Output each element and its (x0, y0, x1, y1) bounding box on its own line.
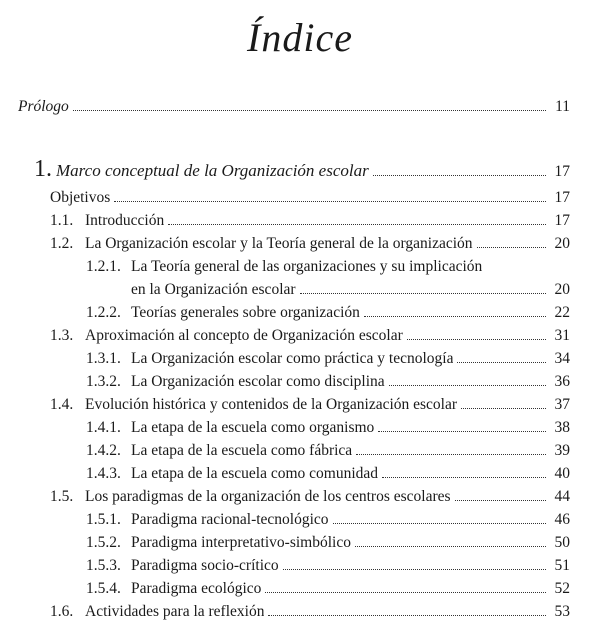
toc-entry-label: Evolución histórica y contenidos de la Organización escolar (85, 396, 458, 413)
section-number: 1.5. (50, 488, 74, 505)
section-number: 1.3.2. (86, 373, 121, 390)
toc-entry-1-5-4[interactable] (86, 580, 570, 600)
toc-page-number: 22 (554, 304, 570, 321)
dot-leader (168, 224, 546, 225)
toc-entry-label: Teorías generales sobre organización (131, 304, 360, 321)
toc-entry-1-2-1-line1 (86, 258, 482, 276)
toc-entry-label: Introducción (85, 212, 165, 229)
toc-page-number: 20 (554, 235, 570, 252)
dot-leader (265, 592, 546, 593)
chapter-number: 1. (34, 156, 52, 182)
dot-leader (333, 523, 546, 524)
dot-leader (477, 247, 546, 248)
toc-page-number: 52 (554, 580, 570, 597)
section-number: 1.5.1. (86, 511, 121, 528)
toc-page-number: 50 (554, 534, 570, 551)
toc-entry-prologo[interactable] (18, 98, 570, 118)
dot-leader (356, 454, 546, 455)
page-title: Índice (247, 15, 353, 60)
toc-entry-1-1[interactable] (50, 212, 570, 232)
toc-page-number: 36 (554, 373, 570, 390)
toc-page-number: 20 (554, 281, 570, 298)
toc-entry-label: Actividades para la reflexión (85, 603, 265, 620)
dot-leader (268, 615, 546, 616)
dot-leader (455, 500, 546, 501)
dot-leader (389, 385, 546, 386)
dot-leader (300, 293, 546, 294)
toc-entry-label: La Organización escolar como disciplina (131, 373, 385, 390)
toc-entry-label: La Organización escolar y la Teoría general de la organización (85, 235, 473, 252)
toc-entry-1-3[interactable] (50, 327, 570, 347)
toc-page-number: 39 (554, 442, 570, 459)
toc-page-number: 44 (554, 488, 570, 505)
toc-page-number: 51 (554, 557, 570, 574)
toc-page-number: 11 (555, 98, 570, 115)
toc-entry-label: Paradigma interpretativo-simbólico (131, 534, 351, 551)
toc-entry-label: Paradigma racional-tecnológico (131, 511, 329, 528)
toc-entry-label: Prólogo (18, 98, 69, 115)
section-number: 1.3.1. (86, 350, 121, 367)
section-number: 1.2.1. (86, 258, 121, 275)
toc-page-number: 38 (554, 419, 570, 436)
toc-entry-label: La Teoría general de las organizaciones y su implicación (131, 258, 483, 275)
dot-leader (382, 477, 546, 478)
toc-entry-label: La etapa de la escuela como comunidad (131, 465, 379, 482)
toc-entry-label: Paradigma socio-crítico (131, 557, 279, 574)
dot-leader (355, 546, 546, 547)
section-number: 1.2.2. (86, 304, 121, 321)
toc-page-number: 37 (554, 396, 570, 413)
toc-page-number: 40 (554, 465, 570, 482)
toc-entry-label: en la Organización escolar (131, 281, 296, 298)
toc-entry-1-5-2[interactable] (86, 534, 570, 554)
dot-leader (73, 110, 546, 111)
toc-page-number: 53 (554, 603, 570, 620)
toc-entry-1-2[interactable] (50, 235, 570, 255)
toc-entry-1-3-1[interactable] (86, 350, 570, 370)
toc-page-number: 31 (554, 327, 570, 344)
toc-entry-label: Marco conceptual de la Organización escolar (56, 161, 369, 180)
dot-leader (283, 569, 546, 570)
toc-entry-objetivos[interactable] (50, 189, 570, 209)
toc-page-number: 46 (554, 511, 570, 528)
dot-leader (364, 316, 546, 317)
section-number: 1.4. (50, 396, 74, 413)
toc-entry-1-4-1[interactable] (86, 419, 570, 439)
section-number: 1.6. (50, 603, 74, 620)
toc-entry-label: Objetivos (50, 189, 111, 206)
toc-entry-label: Paradigma ecológico (131, 580, 262, 597)
dot-leader (373, 175, 546, 176)
section-number: 1.5.2. (86, 534, 121, 551)
section-number: 1.1. (50, 212, 74, 229)
toc-entry-chapter-1[interactable] (34, 156, 570, 182)
toc-page-number: 17 (554, 189, 570, 206)
toc-page-number: 34 (554, 350, 570, 367)
toc-entry-1-6[interactable] (50, 603, 570, 623)
section-number: 1.4.2. (86, 442, 121, 459)
toc-entry-label: Los paradigmas de la organización de los centros escolares (85, 488, 451, 505)
section-number: 1.4.3. (86, 465, 121, 482)
toc-entry-1-3-2[interactable] (86, 373, 570, 393)
toc-entry-1-2-1[interactable] (131, 281, 570, 301)
toc-page-number: 17 (554, 212, 570, 229)
toc-page-number: 17 (554, 163, 570, 180)
section-number: 1.5.3. (86, 557, 121, 574)
dot-leader (114, 201, 546, 202)
section-number: 1.3. (50, 327, 74, 344)
dot-leader (378, 431, 546, 432)
section-number: 1.5.4. (86, 580, 121, 597)
toc-entry-label: La Organización escolar como práctica y tecnología (131, 350, 454, 367)
toc-entry-1-5-3[interactable] (86, 557, 570, 577)
toc-entry-label: La etapa de la escuela como organismo (131, 419, 375, 436)
toc-entry-1-2-2[interactable] (86, 304, 570, 324)
toc-entry-1-4-3[interactable] (86, 465, 570, 485)
dot-leader (407, 339, 546, 340)
toc-entry-1-4-2[interactable] (86, 442, 570, 462)
toc-entry-1-4[interactable] (50, 396, 570, 416)
toc-entry-label: Aproximación al concepto de Organización escolar (85, 327, 403, 344)
dot-leader (457, 362, 546, 363)
section-number: 1.2. (50, 235, 74, 252)
toc-entry-label: La etapa de la escuela como fábrica (131, 442, 353, 459)
dot-leader (461, 408, 546, 409)
section-number: 1.4.1. (86, 419, 121, 436)
toc-entry-1-5[interactable] (50, 488, 570, 508)
toc-entry-1-5-1[interactable] (86, 511, 570, 531)
